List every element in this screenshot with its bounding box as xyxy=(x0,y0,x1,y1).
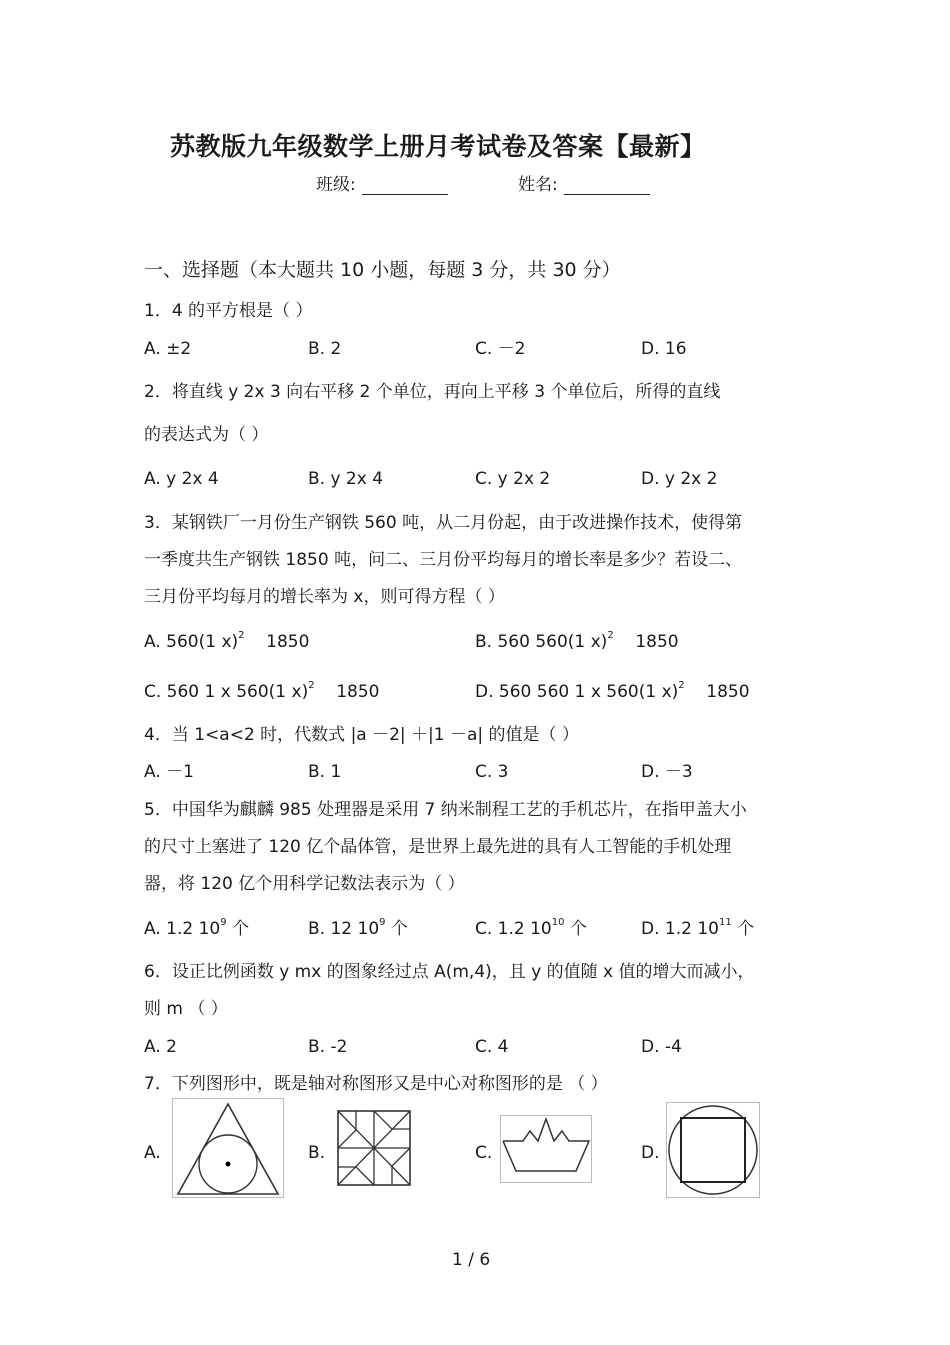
q4-option-c: C. 3 xyxy=(475,762,509,782)
figure-c-boat xyxy=(500,1115,592,1183)
q7-option-b: B. xyxy=(308,1143,326,1163)
page-title: 苏教版九年级数学上册月考试卷及答案【最新】 xyxy=(170,132,706,161)
question-5-stem-line-3: 器，将 120 亿个用科学记数法表示为（ ） xyxy=(144,874,465,894)
q3-option-a-exponent: 2 xyxy=(238,630,245,641)
question-6-stem-line-2: 则 m （ ） xyxy=(144,999,228,1019)
q3-option-c-tail: 1850 xyxy=(336,682,380,702)
question-2-stem-line-2: 的表达式为（ ） xyxy=(144,425,269,445)
q2-option-d: D. y 2x 2 xyxy=(641,469,718,489)
figure-d-square-circle xyxy=(666,1102,760,1198)
q5-option-d xyxy=(641,919,754,939)
q2-option-a: A. y 2x 4 xyxy=(144,469,219,489)
question-4-stem: 4．当 1<a<2 时，代数式 |a －2| ＋|1 －a| 的值是（ ） xyxy=(144,725,579,745)
question-3-stem-line-2: 一季度共生产钢铁 1850 吨，问二、三月份平均每月的增长率是多少？若设二、 xyxy=(144,550,743,570)
q1-option-d: D. 16 xyxy=(641,339,687,359)
q3-option-d-exponent: 2 xyxy=(678,680,685,691)
q5-option-c xyxy=(475,919,587,939)
q3-option-d-tail: 1850 xyxy=(706,682,750,702)
q6-option-a: A. 2 xyxy=(144,1037,177,1057)
q7-option-c: C. xyxy=(475,1143,493,1163)
q5-option-b-exponent: 9 xyxy=(379,917,386,928)
q3-option-b-text: B. 560 560(1 x) xyxy=(475,632,608,652)
q6-option-b: B. -2 xyxy=(308,1037,348,1057)
q5-option-a-unit: 个 xyxy=(232,919,249,939)
figure-a-triangle-circle xyxy=(172,1098,284,1198)
section-heading: 一、选择题（本大题共 10 小题，每题 3 分，共 30 分） xyxy=(144,259,621,281)
q1-option-b: B. 2 xyxy=(308,339,342,359)
q2-option-c: C. y 2x 2 xyxy=(475,469,551,489)
question-2-stem-line-1: 2．将直线 y 2x 3 向右平移 2 个单位，再向上平移 3 个单位后，所得的直线 xyxy=(144,382,721,402)
q3-option-a-text: A. 560(1 x) xyxy=(144,632,239,652)
q3-option-a xyxy=(144,632,309,652)
q5-option-b-unit: 个 xyxy=(390,919,408,939)
class-field xyxy=(316,175,448,195)
q3-option-b-exponent: 2 xyxy=(607,630,614,641)
q6-option-d: D. -4 xyxy=(641,1037,682,1057)
q4-option-a: A. －1 xyxy=(144,762,194,782)
q3-option-a-tail: 1850 xyxy=(266,632,310,652)
page-number: 1 / 6 xyxy=(452,1250,491,1270)
q5-option-a-text: A. 1.2 10 xyxy=(144,919,221,939)
q5-option-a-exponent: 9 xyxy=(220,917,227,928)
q4-option-d: D. －3 xyxy=(641,762,693,782)
name-field xyxy=(518,175,650,195)
q7-option-d: D. xyxy=(641,1143,660,1163)
q3-option-c xyxy=(144,682,379,702)
q3-option-b xyxy=(475,632,679,652)
question-3-stem-line-1: 3．某钢铁厂一月份生产钢铁 560 吨，从二月份起，由于改进操作技术，使得第 xyxy=(144,513,743,533)
question-7-stem: 7．下列图形中，既是轴对称图形又是中心对称图形的是 （ ） xyxy=(144,1074,608,1094)
q3-option-b-tail: 1850 xyxy=(635,632,679,652)
q3-option-d xyxy=(475,682,750,702)
q5-option-a xyxy=(144,919,249,939)
q5-option-d-exponent: 11 xyxy=(718,917,732,928)
q5-option-b xyxy=(308,919,408,939)
q5-option-c-unit: 个 xyxy=(569,919,587,939)
q5-option-d-unit: 个 xyxy=(737,919,755,939)
q5-option-c-exponent: 10 xyxy=(551,917,565,928)
figure-b-pinwheel xyxy=(337,1110,411,1186)
q3-option-d-text: D. 560 560 1 x 560(1 x) xyxy=(475,682,679,702)
q5-option-d-text: D. 1.2 10 xyxy=(641,919,719,939)
question-5-stem-line-2: 的尺寸上塞进了 120 亿个晶体管，是世界上最先进的具有人工智能的手机处理 xyxy=(144,837,732,857)
name-blank[interactable] xyxy=(564,176,650,195)
question-5-stem-line-1: 5．中国华为麒麟 985 处理器是采用 7 纳米制程工艺的手机芯片，在指甲盖大小 xyxy=(144,800,747,820)
q3-option-c-exponent: 2 xyxy=(308,680,315,691)
question-1-stem: 1．4 的平方根是（ ） xyxy=(144,301,313,321)
q2-option-b: B. y 2x 4 xyxy=(308,469,384,489)
question-3-stem-line-3: 三月份平均每月的增长率为 x，则可得方程（ ） xyxy=(144,587,505,607)
name-label: 姓名: xyxy=(518,175,558,195)
q7-option-a: A. xyxy=(144,1143,161,1163)
class-blank[interactable] xyxy=(362,176,448,195)
q5-option-c-text: C. 1.2 10 xyxy=(475,919,552,939)
q1-option-a: A. ±2 xyxy=(144,339,192,359)
class-label: 班级: xyxy=(316,175,356,195)
q3-option-c-text: C. 560 1 x 560(1 x) xyxy=(144,682,309,702)
q5-option-b-text: B. 12 10 xyxy=(308,919,380,939)
question-6-stem-line-1: 6．设正比例函数 y mx 的图象经过点 A(m,4)，且 y 的值随 x 值的增大而减小， xyxy=(144,962,755,982)
q4-option-b: B. 1 xyxy=(308,762,342,782)
q6-option-c: C. 4 xyxy=(475,1037,509,1057)
q1-option-c: C. －2 xyxy=(475,339,526,359)
